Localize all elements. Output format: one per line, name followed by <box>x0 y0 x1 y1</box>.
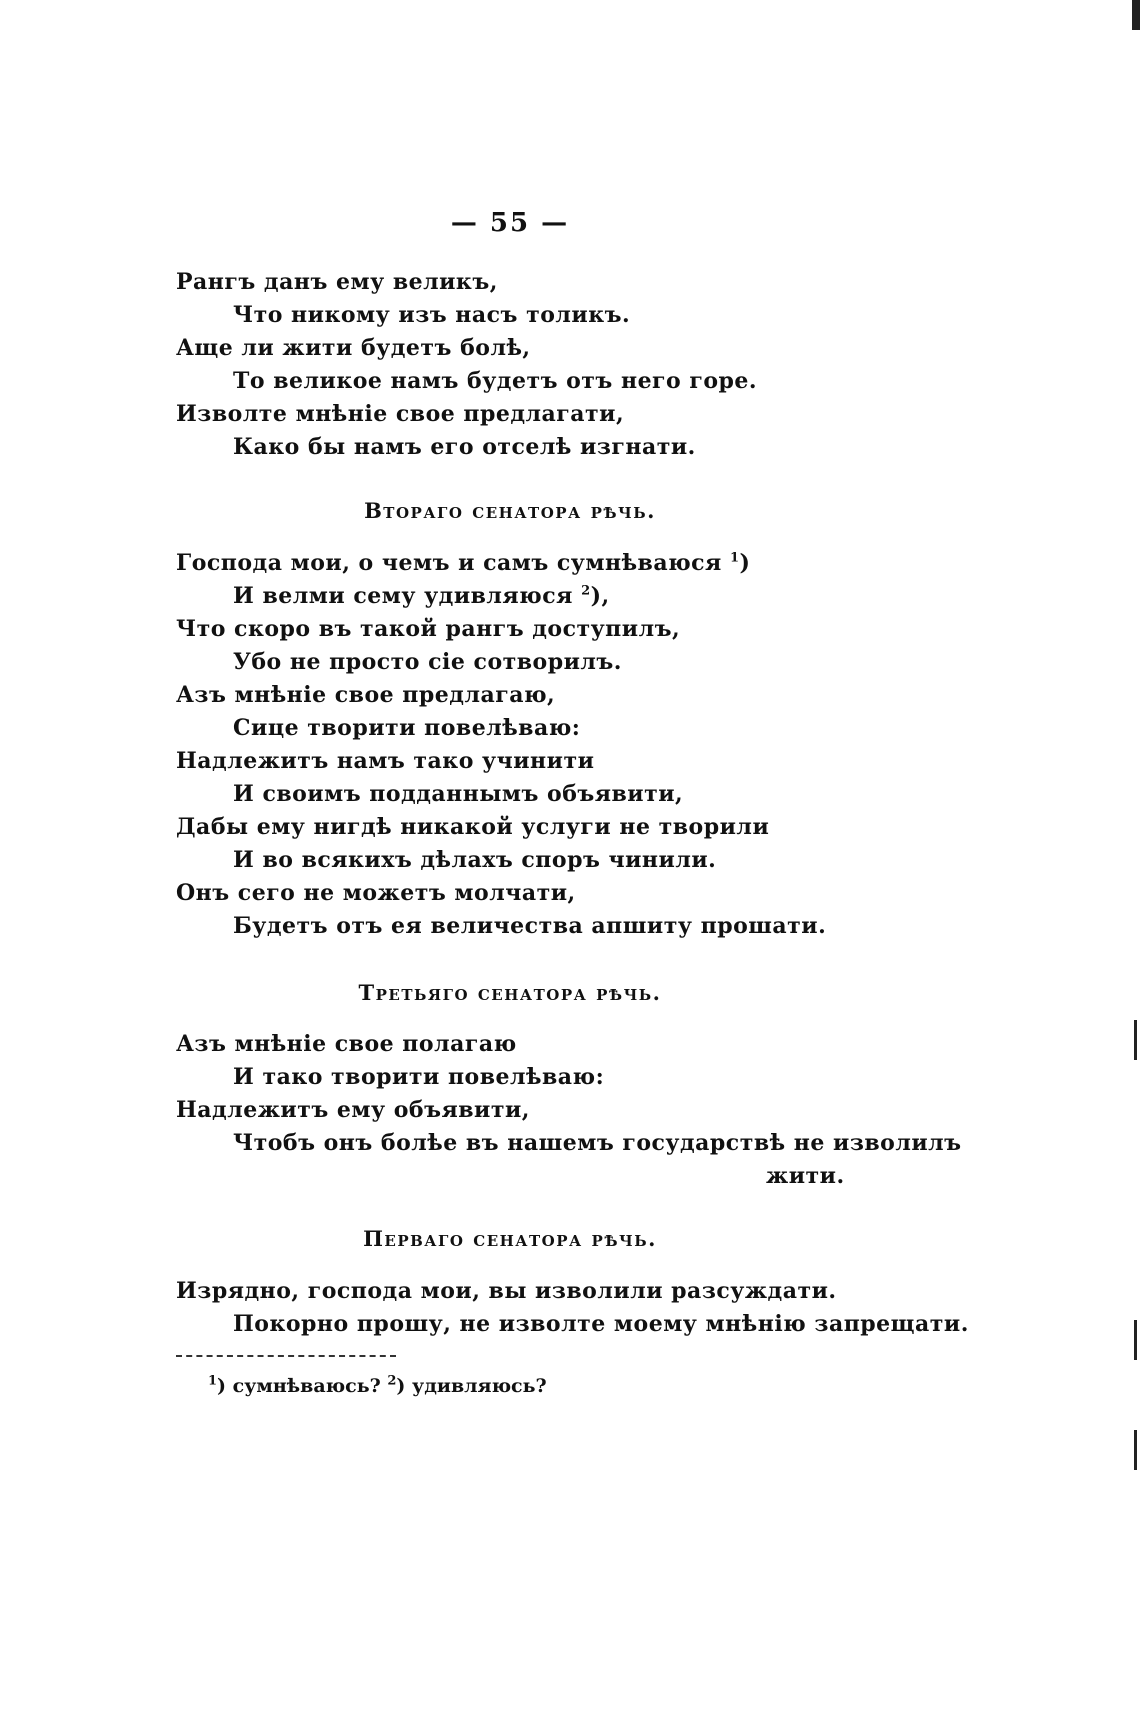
verse-line <box>176 646 896 679</box>
footnote-mark-2: 2 <box>387 1373 397 1389</box>
verse-text: Изрядно, господа мои, вы изволили разсуждати. <box>176 1278 837 1304</box>
verse-line <box>176 1275 896 1308</box>
verse-text: Покорно прошу, не изволте моему мнѣнію запрещати. <box>233 1311 969 1337</box>
verse-text: Азъ мнѣніе свое предлагаю, <box>176 682 556 708</box>
verse-line <box>176 778 896 811</box>
heading-third-senator: Третьяго сенатора рѣчь. <box>358 980 662 1005</box>
verse-text: Сице творити повелѣваю: <box>233 715 581 741</box>
verse-text: Азъ мнѣніе свое полагаю <box>176 1031 517 1057</box>
verse-line <box>176 299 896 332</box>
footnote-mark-1: 1 <box>208 1373 218 1389</box>
verse-text-tail: ), <box>590 583 610 609</box>
verse-line <box>176 1061 896 1094</box>
verse-text: То великое намъ будетъ отъ него горе. <box>233 368 758 394</box>
verse-line <box>176 1028 896 1061</box>
verse-line <box>176 266 896 299</box>
verse-text: Убо не просто сіе сотворилъ. <box>233 649 622 675</box>
verse-line <box>176 811 896 844</box>
verse-line <box>176 910 896 943</box>
verse-text: Господа мои, о чемъ и самъ сумнѣваюся <box>176 550 730 576</box>
verse-text: Надлежитъ намъ тако учинити <box>176 748 595 774</box>
verse-text: Чтобъ онъ болѣе въ нашемъ государствѣ не изволилъ <box>233 1130 962 1156</box>
verse-line <box>176 844 896 877</box>
scan-edge-mark <box>1134 1020 1137 1060</box>
verse-text: жити. <box>766 1163 845 1189</box>
scan-edge-mark <box>1134 1320 1137 1360</box>
stanza-4 <box>176 1275 969 1341</box>
verse-text: Будетъ отъ ея величества апшиту прошати. <box>233 913 827 939</box>
stanza-3 <box>176 1028 962 1193</box>
verse-text: И своимъ подданнымъ объявити, <box>233 781 684 807</box>
footnote-rule <box>176 1355 396 1357</box>
verse-text: Изволте мнѣніе свое предлагати, <box>176 401 625 427</box>
verse-line <box>176 332 896 365</box>
stanza-1 <box>176 266 896 464</box>
scan-edge-mark <box>1134 1430 1137 1470</box>
verse-text: Что никому изъ насъ толикъ. <box>233 302 631 328</box>
footnote-reference: 2 <box>581 583 591 599</box>
verse-line <box>176 745 896 778</box>
verse-text: Надлежитъ ему объявити, <box>176 1097 530 1123</box>
verse-line <box>176 547 896 580</box>
footnote-text-2: ) удивляюсь? <box>396 1375 547 1397</box>
heading-second-senator: Втораго сенатора рѣчь. <box>364 498 656 523</box>
verse-text: И тако творити повелѣваю: <box>233 1064 605 1090</box>
page-number: — 55 — <box>450 208 570 238</box>
verse-text: Дабы ему нигдѣ никакой услуги не творили <box>176 814 770 840</box>
verse-text: Рангъ данъ ему великъ, <box>176 269 498 295</box>
verse-text: Что скоро въ такой рангъ доступилъ, <box>176 616 681 642</box>
footnote <box>208 1375 547 1397</box>
verse-text: И велми сему удивляюся <box>233 583 582 609</box>
footnote-text-1: ) сумнѣваюсь? <box>217 1375 388 1397</box>
verse-text: Како бы намъ его отселѣ изгнати. <box>233 434 696 460</box>
verse-text: Аще ли жити будетъ болѣ, <box>176 335 531 361</box>
verse-line <box>176 1094 896 1127</box>
stanza-2 <box>176 547 896 943</box>
verse-line <box>176 580 896 613</box>
verse-line <box>176 679 896 712</box>
verse-text: И во всякихъ дѣлахъ споръ чинили. <box>233 847 717 873</box>
verse-line <box>176 1308 969 1341</box>
verse-line <box>176 712 896 745</box>
verse-line <box>176 431 896 464</box>
verse-line <box>176 613 896 646</box>
verse-line <box>176 877 896 910</box>
footnote-reference: 1 <box>729 550 740 566</box>
verse-line <box>176 365 896 398</box>
verse-line <box>176 398 896 431</box>
verse-text: Онъ сего не можетъ молчати, <box>176 880 576 906</box>
verse-text-tail: ) <box>739 550 751 576</box>
verse-line <box>176 1127 962 1160</box>
heading-first-senator: Перваго сенатора рѣчь. <box>363 1226 657 1251</box>
verse-line <box>176 1160 896 1193</box>
scan-edge-mark <box>1132 0 1140 30</box>
